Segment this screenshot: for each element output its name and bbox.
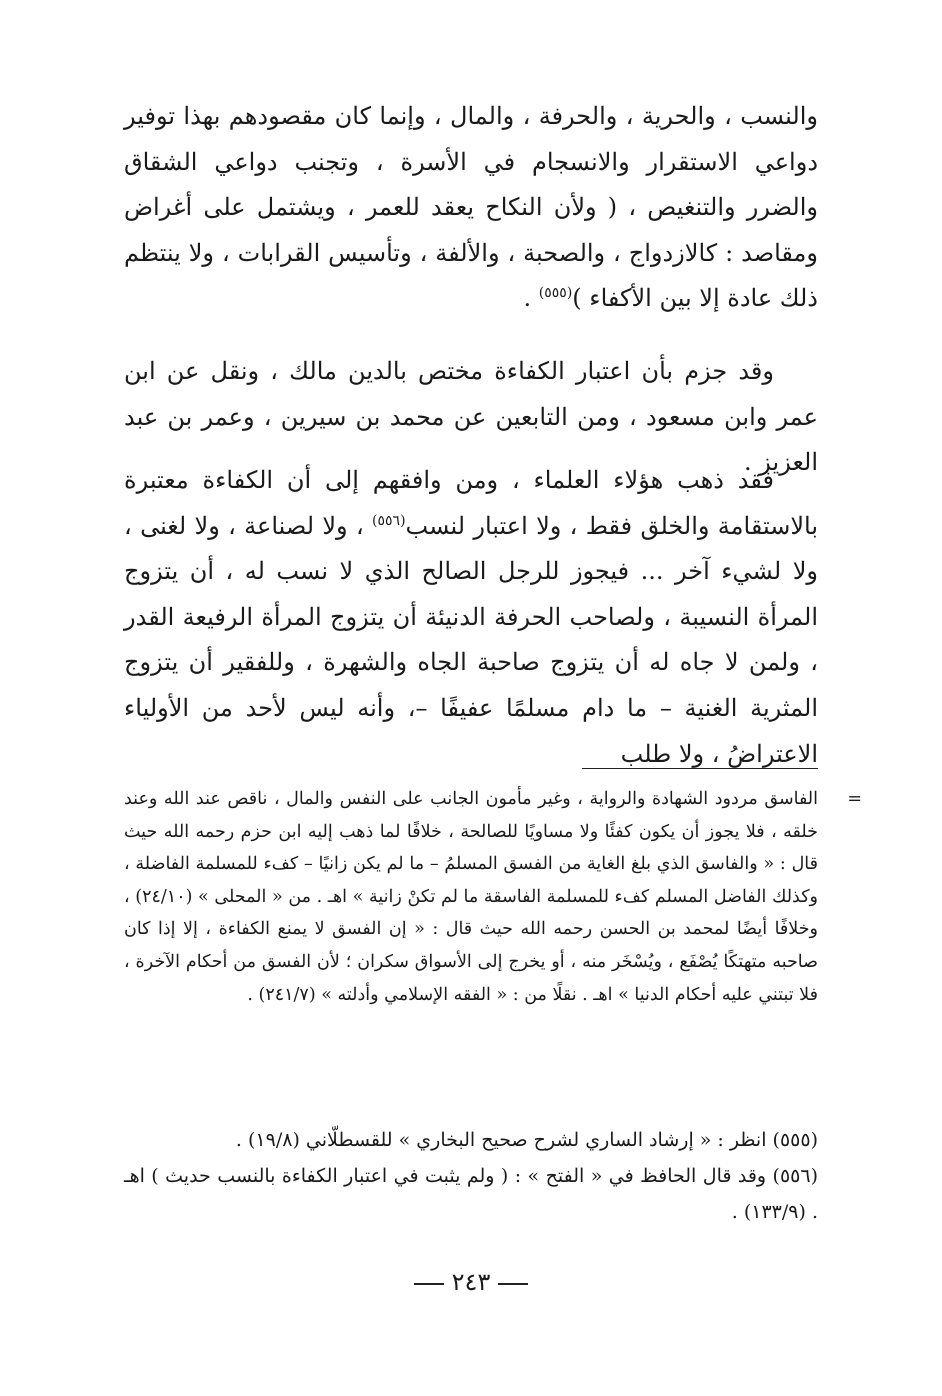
paragraph-2-text: وقد جزم بأن اعتبار الكفاءة مختص بالدين مالك ، ونقل عن ابن عمر وابن مسعود ، ومن التابعين عن محمد بن سيرين ، وعمر بن عبد العزيز . [124, 357, 818, 477]
paragraph-1 [124, 94, 818, 322]
footnote-divider [582, 768, 818, 769]
paragraph-3-text-before: فقد ذهب هؤلاء العلماء ، ومن وافقهم إلى أن الكفاءة معتبرة بالاستقامة والخلق فقط ، ولا اعتبار لنسب [124, 466, 818, 540]
continuation-marker: = [847, 789, 862, 809]
footnote-continued-text: الفاسق مردود الشهادة والرواية ، وغير مأمون الجانب على النفس والمال ، ناقص عند الله وعند خلقه ، فلا يجوز أن يكون كفئًا ولا مساويًا للصالحة ، خلافًا لما ذهب إليه ابن حزم رحمه الله حيث قال : « والفاسق الذي بلغ الغاية من الفسق المسلمُ – ما لم يكن زانيًا – كفء للمسلمة الفاضلة ، وكذلك الفاضل المسلم كفء للمسلمة الفاسقة ما لم تكنْ زانية » اهـ . من « المحلى » (٢٤/١٠) ، وخلافًا أيضًا لمحمد بن الحسن رحمه الله حيث قال : « إن الفسق لا يمنع الكفاءة ، إلا إذا كان صاحبه متهتكًا يُصْفَع ، ويُسْخَر منه ، أو يخرج إلى الأسواق سكران ؛ لأن الفسق من أحكام الآخرة ، فلا تبتني عليه أحكام الدنيا » اهـ . نقلًا من : « الفقه الإسلامي وأدلته » (٢٤١/٧) . [124, 789, 818, 1005]
page-number-dash-left [414, 1283, 444, 1285]
paragraph-1-end: . [523, 284, 539, 313]
page-number [0, 1268, 942, 1296]
footnote-556-text: (٥٥٦) وقد قال الحافظ في « الفتح » : ( ولم يثبت في اعتبار الكفاءة بالنسب حديث ) اهـ . (١٣٣/٩) . [124, 1165, 818, 1223]
footnote-ref-556: (٥٥٦) [372, 512, 406, 529]
paragraph-3-text-after: ، ولا لصناعة ، ولا لغنى ، ولا لشيء آخر ... فيجوز للرجل الصالح الذي لا نسب له ، أن يتزوج المرأة النسيبة ، ولصاحب الحرفة الدنيئة أن يتزوج المرأة الرفيعة القدر ، ولمن لا جاه له أن يتزوج صاحبة الجاه والشهرة ، وللفقير أن يتزوج المثرية الغنية – ما دام مسلمًا عفيفًا –، وأنه ليس لأحد من الأولياء الاعتراضُ ، ولا طلب [124, 511, 818, 768]
footnote-ref-555: (٥٥٥) [538, 285, 573, 302]
page-number-value: ٢٤٣ [451, 1268, 491, 1296]
paragraph-3 [124, 458, 818, 777]
paragraph-1-text: والنسب ، والحرية ، والحرفة ، والمال ، وإنما كان مقصودهم بهذا توفير دواعي الاستقرار والانسجام في الأسرة ، وتجنب دواعي الشقاق والضرر والتنغيص ، ( ولأن النكاح يعقد للعمر ، ويشتمل على أغراض ومقاصد : كالازدواج ، والصحبة ، والألفة ، وتأسيس القرابات ، ولا ينتظم ذلك عادة إلا بين الأكفاء ) [124, 102, 818, 313]
footnote-555 [124, 1122, 818, 1158]
page-number-dash-right [498, 1283, 528, 1285]
footnote-556 [124, 1158, 818, 1230]
footnote-555-text: (٥٥٥) انظر : « إرشاد الساري لشرح صحيح البخاري » للقسطلّاني (١٩/٨) . [235, 1129, 818, 1151]
footnote-continued [124, 783, 862, 1011]
